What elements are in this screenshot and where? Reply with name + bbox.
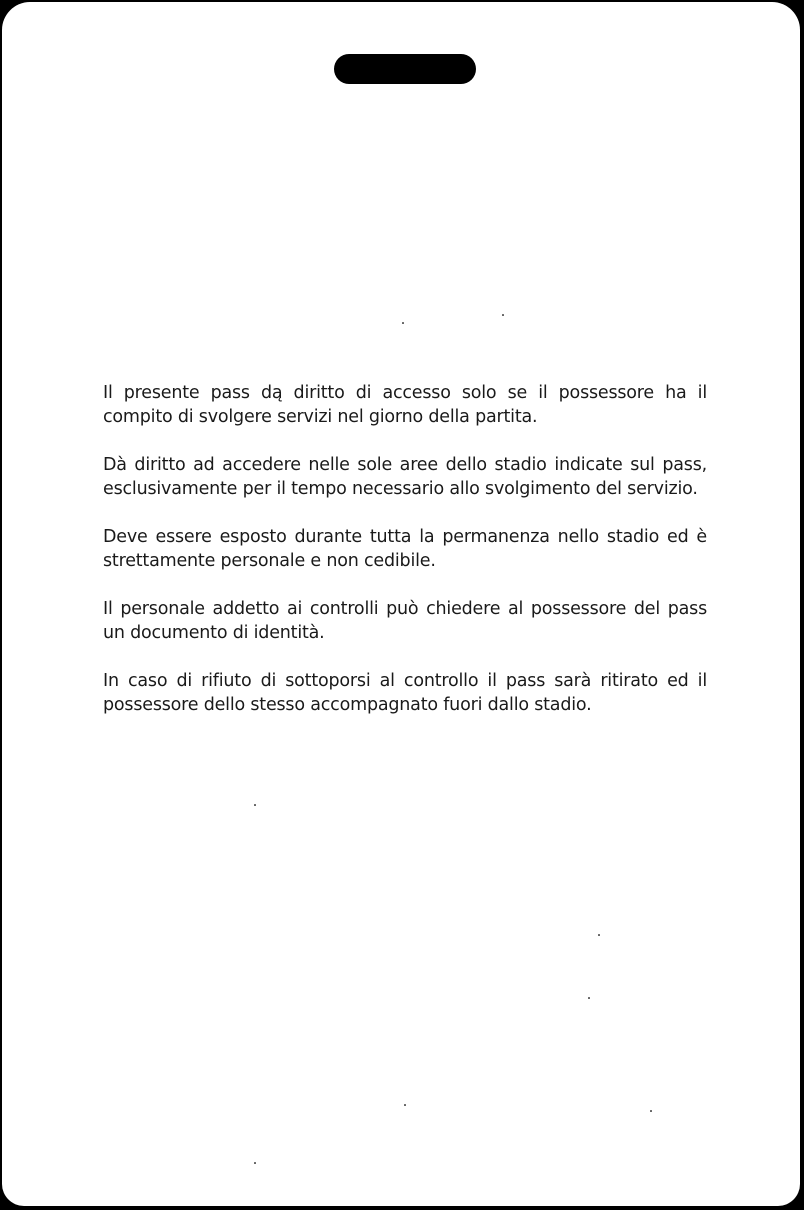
terms-paragraph-display: Deve essere esposto durante tutta la permanenza nello stadio ed è strettamente personale e non cedibile. bbox=[103, 527, 707, 571]
print-speck bbox=[502, 314, 504, 316]
print-speck bbox=[404, 1104, 406, 1106]
terms-paragraph-access: Il presente pass dą diritto di accesso solo se il possessore ha il compito di svolgere servizi nel giorno della partita. bbox=[103, 383, 707, 427]
print-speck bbox=[650, 1110, 652, 1112]
lanyard-slot bbox=[334, 54, 476, 84]
print-speck bbox=[254, 804, 256, 806]
terms-paragraph-refusal: In caso di rifiuto di sottoporsi al controllo il pass sarà ritirato ed il possessore dello stesso accompagnato fuori dallo stadio. bbox=[103, 671, 707, 715]
print-speck bbox=[402, 322, 404, 324]
print-speck bbox=[598, 934, 600, 936]
terms-paragraph-areas: Dà diritto ad accedere nelle sole aree dello stadio indicate sul pass, esclusivamente per il tempo necessario allo svolgimento del servizio. bbox=[103, 455, 707, 499]
terms-paragraph-identity: Il personale addetto ai controlli può chiedere al possessore del pass un documento di identità. bbox=[103, 599, 707, 643]
print-speck bbox=[254, 1162, 256, 1164]
print-speck bbox=[588, 997, 590, 999]
terms-text-block bbox=[103, 381, 707, 741]
pass-card-back bbox=[2, 2, 800, 1206]
